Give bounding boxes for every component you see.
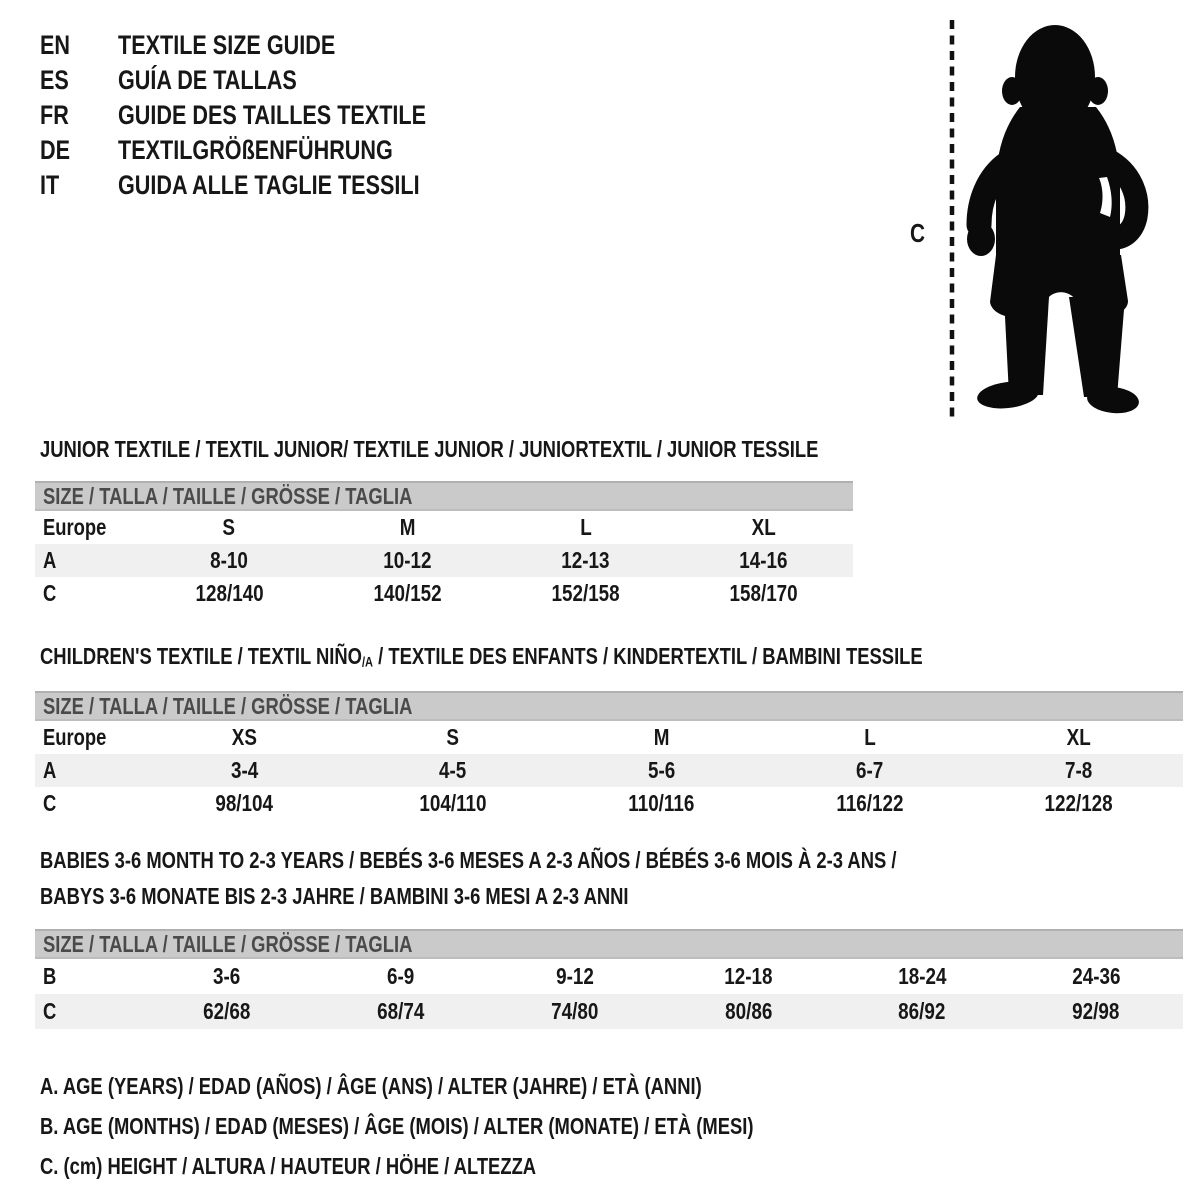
cell (318, 547, 496, 574)
title-segment: BABYS 3-6 MONATE BIS 2-3 JAHRE / BAMBINI 3-6 MESI A 2-3 ANNI (40, 883, 629, 909)
row-label-text: B (43, 963, 57, 989)
cell-value: 18-24 (898, 963, 947, 989)
legend-text: A. AGE (YEARS) / EDAD (AÑOS) / ÂGE (ANS) / ALTER (JAHRE) / ETÀ (ANNI) (40, 1073, 702, 1099)
cell-value: L (864, 724, 876, 750)
language-code (40, 30, 118, 61)
language-label (118, 135, 503, 166)
section-title-text (40, 878, 629, 914)
row-label (35, 724, 140, 751)
row-label-text: C (43, 580, 57, 606)
table-row (35, 577, 853, 610)
table-row (35, 994, 1183, 1029)
cell-value: 74/80 (550, 998, 599, 1024)
cell (318, 580, 496, 607)
measure-label-c-text: C (910, 218, 926, 248)
cell (140, 547, 318, 574)
cell-value: 80/86 (724, 998, 772, 1024)
cell (314, 963, 488, 990)
cell-value: M (399, 514, 416, 540)
cell-value: 3-6 (213, 963, 241, 989)
cell-value: 7-8 (1065, 757, 1093, 783)
language-label (118, 30, 503, 61)
language-label-text: GUÍA DE TALLAS (118, 65, 297, 95)
language-label-text: GUIDE DES TAILLES TEXTILE (118, 100, 427, 130)
section-title-line (40, 644, 1143, 674)
cell (488, 998, 662, 1025)
cell (766, 724, 975, 751)
cell-value: 4-5 (439, 757, 467, 783)
table-row (35, 544, 853, 577)
language-code-text: FR (40, 100, 69, 130)
language-label (118, 65, 503, 96)
cell (140, 514, 318, 541)
size-header-text: SIZE / TALLA / TAILLE / GRÖSSE / TAGLIA (43, 692, 413, 719)
cell (675, 514, 853, 541)
section-title-children (40, 644, 1143, 674)
legend-text: B. AGE (MONTHS) / EDAD (MESES) / ÂGE (MOIS) / ALTER (MONATE) / ETÀ (MESI) (40, 1113, 754, 1139)
cell (349, 757, 558, 784)
cell-value: L (579, 514, 592, 540)
language-code-text: IT (40, 170, 60, 200)
size-header-bar (35, 691, 1183, 721)
cell (140, 790, 349, 817)
table-row (35, 511, 853, 544)
cell-value: 158/170 (729, 580, 798, 606)
cell-value: 12-18 (724, 963, 773, 989)
cell (318, 514, 496, 541)
section-title-text (40, 842, 896, 878)
table-row (35, 721, 1183, 754)
cell-value: 6-9 (387, 963, 415, 989)
cell-value: 92/98 (1072, 998, 1120, 1024)
cell (1009, 998, 1183, 1025)
cell-value: 5-6 (647, 757, 676, 783)
cell-value: 68/74 (377, 998, 425, 1024)
legend-line (40, 1146, 932, 1186)
language-code-text: ES (40, 65, 69, 95)
size-table-babies (35, 929, 1183, 1029)
cell (140, 998, 314, 1025)
cell (557, 790, 766, 817)
size-table-junior (35, 481, 853, 610)
cell (835, 998, 1009, 1025)
cell-value: 12-13 (561, 547, 610, 573)
cell-value: 122/128 (1044, 790, 1113, 816)
cell-value: 104/110 (419, 790, 487, 816)
row-label (35, 757, 140, 784)
language-row (40, 63, 503, 98)
cell-value: 10-12 (383, 547, 432, 573)
size-header-text: SIZE / TALLA / TAILLE / GRÖSSE / TAGLIA (43, 930, 413, 957)
title-subscript: /A (361, 654, 374, 670)
size-header-bar (35, 481, 853, 511)
cell (974, 724, 1183, 751)
row-label (35, 998, 140, 1025)
cell (314, 998, 488, 1025)
cell-value: 140/152 (373, 580, 442, 606)
row-label-text: C (43, 998, 57, 1024)
title-segment: / TEXTILE DES ENFANTS / KINDERTEXTIL / BAMBINI TESSILE (373, 643, 923, 669)
cell (661, 998, 835, 1025)
title-segment: BABIES 3-6 MONTH TO 2-3 YEARS / BEBÉS 3-6 MESES A 2-3 AÑOS / BÉBÉS 3-6 MOIS À 2-3 ANS / (40, 847, 897, 873)
row-label-text: Europe (43, 514, 107, 540)
cell (974, 790, 1183, 817)
cell (766, 757, 975, 784)
cell-value: 116/122 (836, 790, 904, 816)
language-row (40, 28, 503, 63)
section-title-line (40, 437, 1013, 461)
row-label (35, 547, 140, 574)
cell-value: 62/68 (203, 998, 251, 1024)
language-label (118, 100, 503, 131)
language-code (40, 170, 118, 201)
cell-value: S (446, 724, 460, 750)
row-label (35, 790, 140, 817)
toddler-silhouette (967, 25, 1140, 416)
language-label-text: TEXTILGRÖßENFÜHRUNG (118, 135, 393, 165)
size-header-text: SIZE / TALLA / TAILLE / GRÖSSE / TAGLIA (43, 482, 413, 509)
cell (140, 757, 349, 784)
row-label-text: A (43, 757, 57, 783)
section-title-babies (40, 842, 1111, 914)
cell-value: 86/92 (898, 998, 946, 1024)
language-row (40, 133, 503, 168)
cell (488, 963, 662, 990)
cell (766, 790, 975, 817)
size-table-children (35, 691, 1183, 820)
cell (497, 580, 675, 607)
cell-value: 14-16 (739, 547, 788, 573)
cell-value: XS (231, 724, 257, 750)
row-label-text: C (43, 790, 57, 816)
section-title-line (40, 878, 1111, 914)
cell (661, 963, 835, 990)
section-title-text (40, 437, 818, 461)
language-code (40, 65, 118, 96)
cell (140, 724, 349, 751)
row-label-text: A (43, 547, 57, 573)
cell (140, 963, 314, 990)
cell-value: 24-36 (1071, 963, 1121, 989)
table-row (35, 959, 1183, 994)
cell (557, 757, 766, 784)
language-row (40, 168, 503, 203)
cell (675, 580, 853, 607)
language-code-text: EN (40, 30, 71, 60)
language-label (118, 170, 503, 201)
section-title-junior (40, 437, 1013, 461)
row-label (35, 514, 140, 541)
cell (497, 514, 675, 541)
cell (1009, 963, 1183, 990)
row-label (35, 963, 140, 990)
language-list (40, 28, 503, 203)
language-label-text: TEXTILE SIZE GUIDE (118, 30, 336, 60)
cell-value: XL (751, 514, 776, 540)
cell (835, 963, 1009, 990)
legend-line (40, 1106, 932, 1146)
cell-value: 98/104 (215, 790, 274, 816)
language-code (40, 100, 118, 131)
cell (349, 724, 558, 751)
section-title-line (40, 842, 1111, 878)
cell-value: 8-10 (210, 547, 248, 573)
cell (497, 547, 675, 574)
cell-value: XL (1066, 724, 1091, 750)
legend (40, 1066, 932, 1186)
cell-value: 110/116 (628, 790, 695, 816)
table-row (35, 754, 1183, 787)
cell (557, 724, 766, 751)
cell-value: 3-4 (230, 757, 258, 783)
row-label-text: Europe (43, 724, 107, 750)
cell-value: 152/158 (551, 580, 620, 606)
title-segment: CHILDREN'S TEXTILE / TEXTIL NIÑO (40, 643, 362, 669)
legend-text: C. (cm) HEIGHT / ALTURA / HAUTEUR / HÖHE / ALTEZZA (40, 1153, 537, 1179)
section-title-text (40, 644, 923, 674)
language-label-text: GUIDA ALLE TAGLIE TESSILI (118, 170, 420, 200)
figure-area (900, 15, 1150, 425)
language-row (40, 98, 503, 133)
cell-value: 128/140 (195, 580, 264, 606)
cell (974, 757, 1183, 784)
size-header-bar (35, 929, 1183, 959)
measure-label-c (910, 218, 929, 249)
cell (349, 790, 558, 817)
language-code (40, 135, 118, 166)
cell-value: 9-12 (555, 963, 594, 989)
cell-value: 6-7 (856, 757, 884, 783)
cell-value: S (222, 514, 236, 540)
legend-line (40, 1066, 932, 1106)
title-segment: JUNIOR TEXTILE / TEXTIL JUNIOR/ TEXTILE JUNIOR / JUNIORTEXTIL / JUNIOR TESSILE (40, 436, 819, 462)
table-row (35, 787, 1183, 820)
row-label (35, 580, 140, 607)
cell (140, 580, 318, 607)
cell-value: M (653, 724, 670, 750)
language-code-text: DE (40, 135, 71, 165)
cell (675, 547, 853, 574)
